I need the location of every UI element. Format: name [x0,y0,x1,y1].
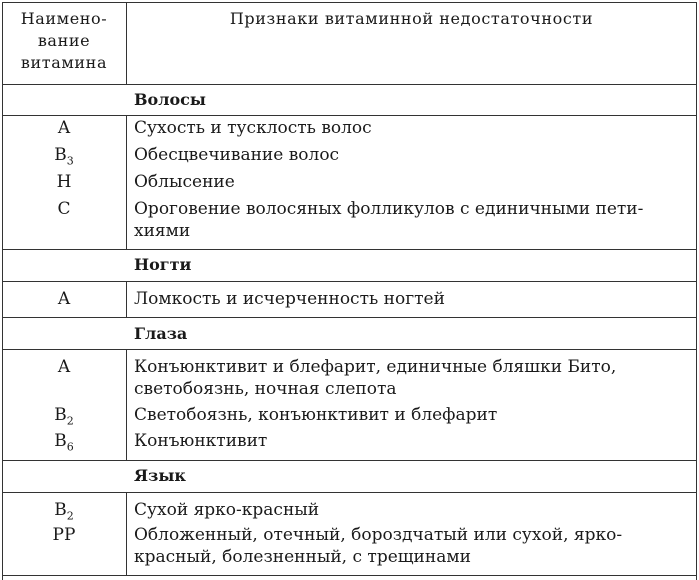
section-title-hair: Волосы [134,90,206,109]
section-divider [2,115,697,116]
vitamin-cell: H [56,172,72,192]
deficiency-text: Сухость и тусклость волос [134,118,372,138]
header-deficiency-signs: Признаки витаминной недостаточности [229,9,594,28]
column-divider [126,115,127,249]
vitamin-cell: $B_6$ [54,431,74,454]
table-top-border [2,2,697,3]
column-divider [126,492,127,575]
vitamin-deficiency-table [2,0,697,580]
section-divider [2,249,697,250]
deficiency-text: Конъюнктивит и блефарит, единичные бляшки Бито, светобоязнь, ночная слепота [134,357,617,399]
deficiency-text: Сухой ярко-красный [134,500,320,520]
deficiency-text: Ороговение волосяных фолликулов с единичными пети- хиями [134,199,644,241]
vitamin-cell: C [57,199,71,219]
section-divider [2,349,697,350]
column-divider [126,281,127,317]
table-right-border [696,2,697,580]
vitamin-cell: $B_3$ [54,145,74,168]
section-title-tongue: Язык [134,466,186,485]
deficiency-text: Ломкость и исчерченность ногтей [134,289,445,309]
deficiency-text: Обложенный, отечный, бороздчатый или сухой, ярко- красный, болезненный, с трещинами [134,525,623,567]
deficiency-text: Облысение [134,172,235,192]
section-divider [2,281,697,282]
vitamin-cell: A [57,289,71,309]
vitamin-cell: A [57,357,71,377]
vitamin-cell: $B_2$ [54,405,74,428]
deficiency-text: Обесцвечивание волос [134,145,340,165]
vitamin-cell: $B_2$ [54,500,74,523]
section-title-nails: Ногти [134,255,192,274]
section-divider [2,575,697,576]
vitamin-cell: A [57,118,71,138]
section-divider [2,460,697,461]
header-bottom-border [2,84,697,85]
section-title-eyes: Глаза [134,324,188,343]
vitamin-cell: PP [52,525,76,545]
header-vitamin-name: Наимено- вание витамина [20,9,108,72]
section-divider [2,492,697,493]
section-divider [2,317,697,318]
deficiency-text: Конъюнктивит [134,431,268,451]
deficiency-text: Светобоязнь, конъюнктивит и блефарит [134,405,498,425]
column-divider [126,349,127,460]
